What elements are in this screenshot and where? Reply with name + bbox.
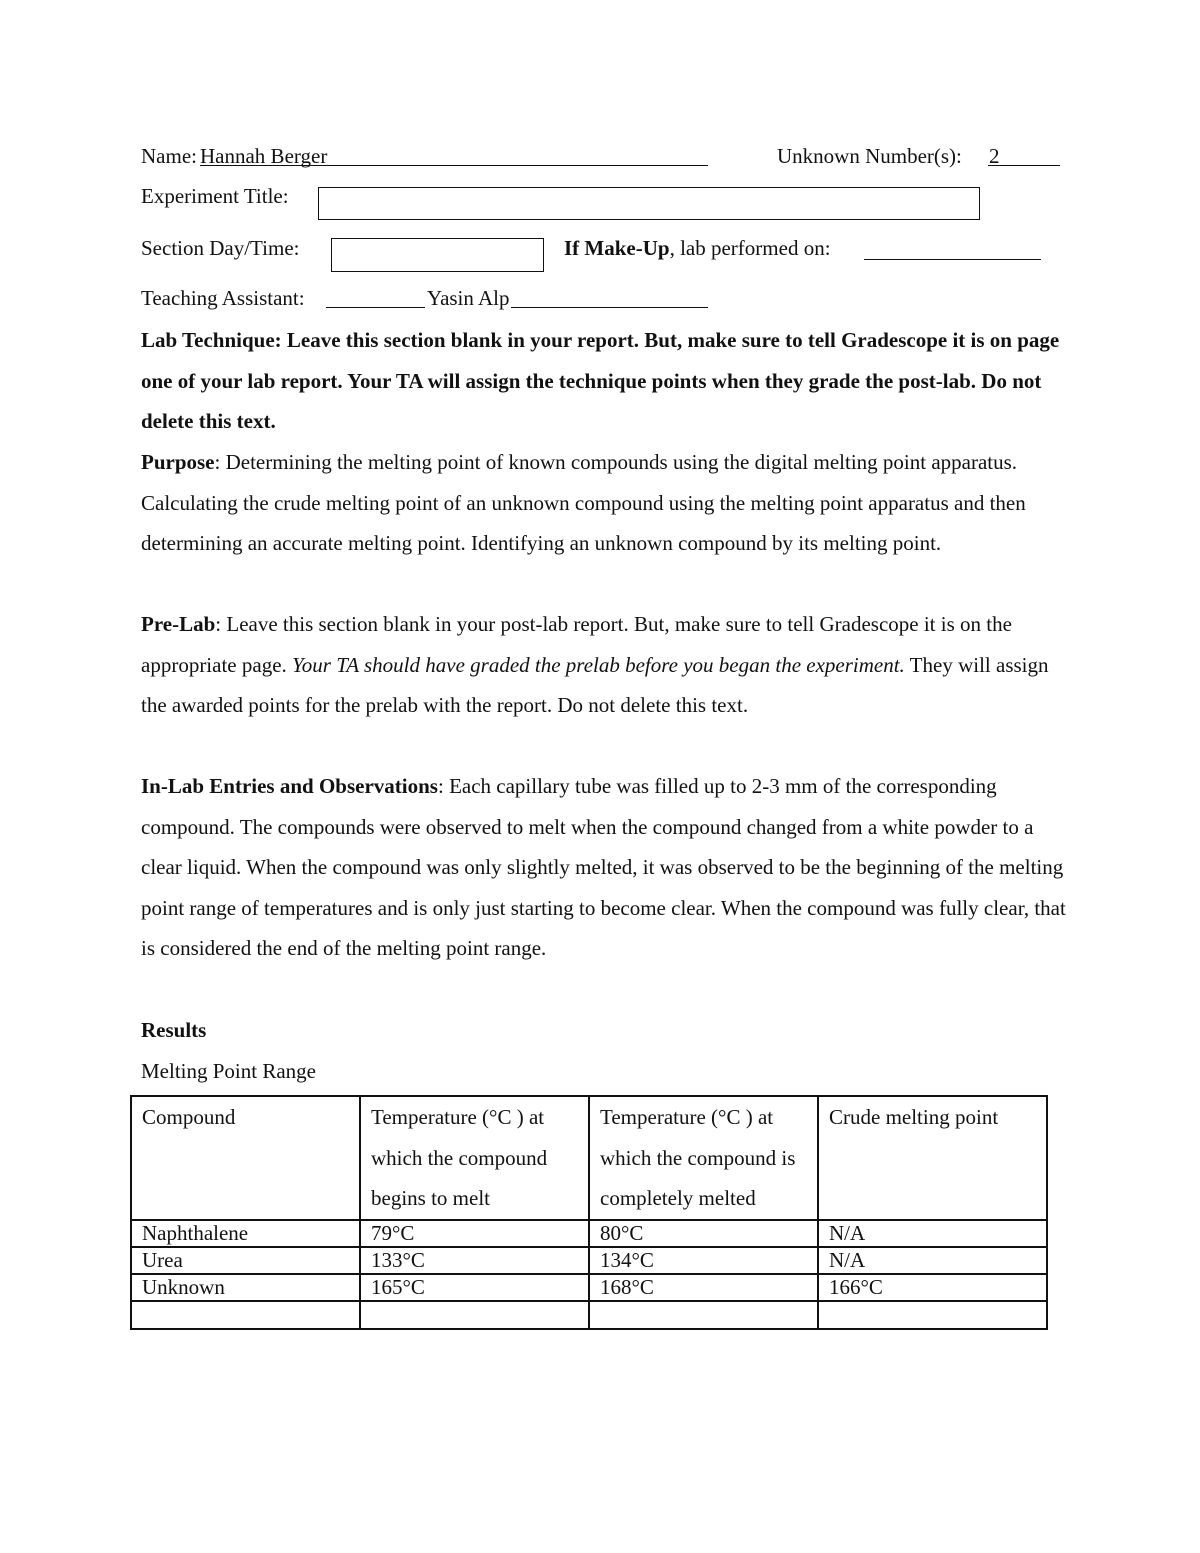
table-row (131, 1247, 1047, 1274)
section-day-time-field[interactable] (331, 238, 544, 272)
table-caption: Melting Point Range (141, 1059, 316, 1083)
table-cell[interactable] (360, 1301, 589, 1329)
table-cell: N/A (818, 1247, 1047, 1274)
table-header-cell: Compound (131, 1096, 360, 1220)
table-cell: 80°C (589, 1220, 818, 1247)
table-cell: 134°C (589, 1247, 818, 1274)
table-cell: Urea (131, 1247, 360, 1274)
table-cell: Unknown (131, 1274, 360, 1301)
name-underline (200, 165, 708, 166)
inlab-section (141, 766, 1066, 969)
purpose-section (141, 442, 1066, 564)
purpose-text: : Determining the melting point of known compounds using the digital melting point apparatus. Calculating the crude melting point of an unknown compound using the melting point apparatus and then determining an accurate melting point. Identifying an unknown compound by its melting point. (141, 450, 1026, 556)
lab-technique-section: Lab Technique: Leave this section blank in your report. But, make sure to tell Gradescope it is on page one of your lab report. Your TA will assign the technique points when they grade the post-lab. Do not delete this text. (141, 328, 1060, 434)
table-cell: 133°C (360, 1247, 589, 1274)
experiment-title-label: Experiment Title: (141, 184, 289, 208)
teaching-assistant-value: Yasin Alp (427, 286, 510, 310)
name-label: Name: (141, 144, 197, 168)
unknown-number-underline (988, 165, 1060, 166)
purpose-title: Purpose (141, 450, 215, 474)
teaching-assistant-label: Teaching Assistant: (141, 286, 305, 310)
table-header-row (131, 1096, 1047, 1220)
table-row-empty (131, 1301, 1047, 1329)
name-value: Hannah Berger (200, 144, 328, 168)
table-row (131, 1220, 1047, 1247)
melting-point-table (130, 1095, 1048, 1330)
unknown-number-label: Unknown Number(s): (777, 144, 962, 168)
prelab-italic-note: Your TA should have graded the prelab before you began the experiment. (292, 652, 905, 677)
prelab-section: Pre-Lab: Leave this section blank in your post-lab report. But, make sure to tell Gradescope it is on the appropriate page. Your TA should have graded the prelab before you began the experiment. They will assign the awarded points for the prelab with the report. Do not delete this text. (141, 612, 1049, 718)
table-cell[interactable] (131, 1301, 360, 1329)
section-day-time-label: Section Day/Time: (141, 236, 300, 260)
table-cell: N/A (818, 1220, 1047, 1247)
table-header-cell: Temperature (°C ) at which the compound is completely melted (589, 1096, 818, 1220)
table-cell: 165°C (360, 1274, 589, 1301)
makeup-date-underline (864, 259, 1041, 260)
table-cell[interactable] (589, 1301, 818, 1329)
table-cell: Naphthalene (131, 1220, 360, 1247)
makeup-label: If Make-Up, lab performed on: (564, 236, 831, 260)
prelab-title: Pre-Lab (141, 612, 216, 636)
table-header-cell: Temperature (°C ) at which the compound begins to melt (360, 1096, 589, 1220)
table-cell: 168°C (589, 1274, 818, 1301)
results-title: Results (141, 1018, 207, 1042)
table-cell: 79°C (360, 1220, 589, 1247)
table-cell: 166°C (818, 1274, 1047, 1301)
experiment-title-field[interactable] (318, 187, 980, 220)
inlab-title: In-Lab Entries and Observations (141, 774, 438, 798)
table-header-cell: Crude melting point (818, 1096, 1047, 1220)
unknown-number-value: 2 (989, 144, 1000, 168)
teaching-assistant-underline (326, 307, 708, 308)
table-row (131, 1274, 1047, 1301)
inlab-text: : Each capillary tube was filled up to 2-3 mm of the corresponding compound. The compounds were observed to melt when the compound changed from a white powder to a clear liquid. When the compound was only slightly melted, it was observed to be the beginning of the melting point range of temperatures and is only just starting to become clear. When the compound was fully clear, that is considered the end of the melting point range. (141, 774, 1066, 961)
table-cell[interactable] (818, 1301, 1047, 1329)
